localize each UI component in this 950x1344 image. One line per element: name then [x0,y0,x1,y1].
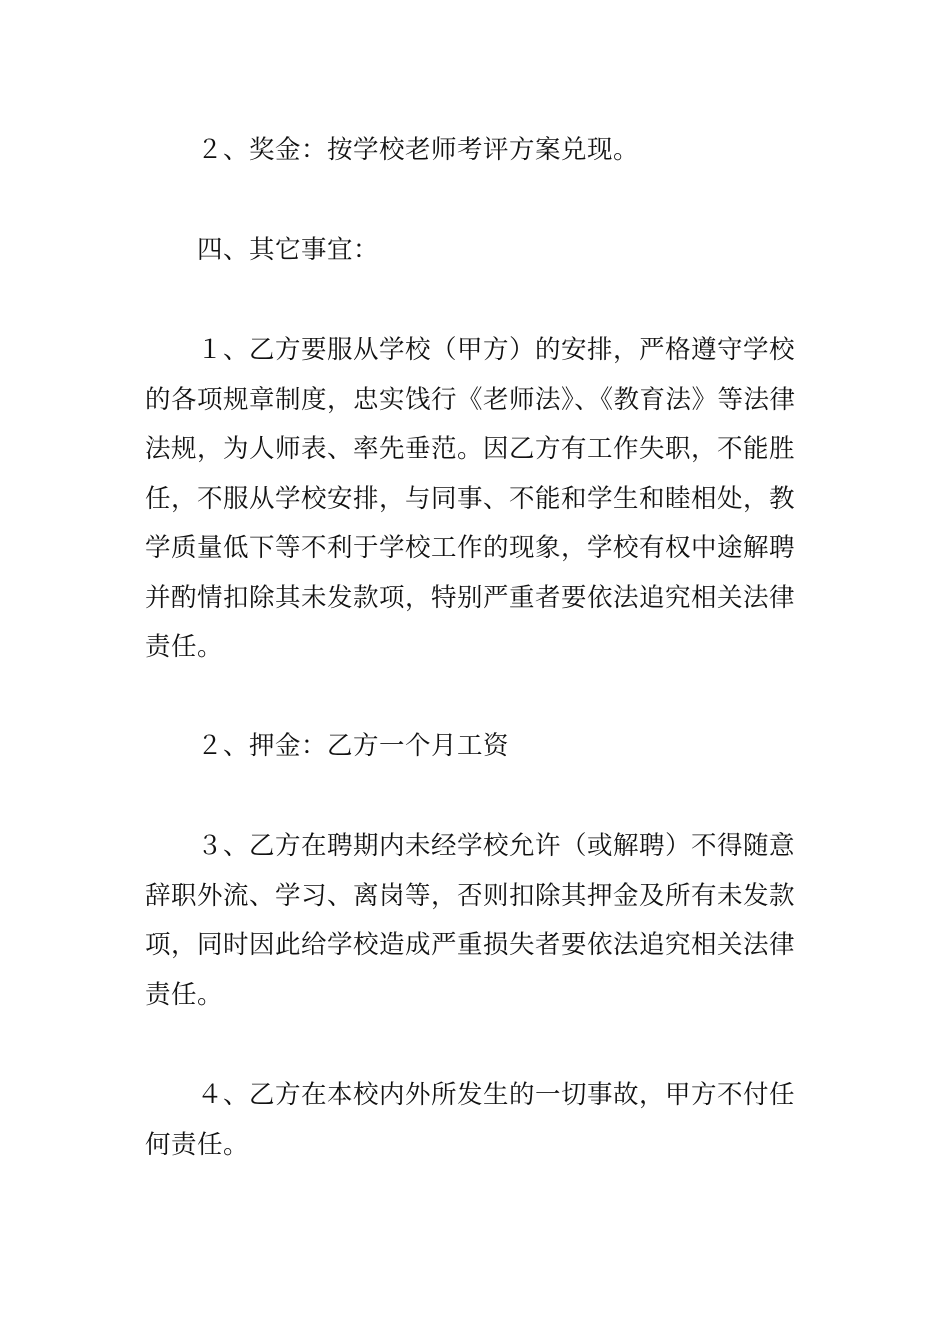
paragraph-obey-rules: １、乙方要服从学校（甲方）的安排，严格遵守学校的各项规章制度，忠实饯行《老师法》、《教育法》等法律法规，为人师表、率先垂范。因乙方有工作失职，不能胜任，不服从学校安排，与同事、不能和学生和睦相处，教学质量低下等不利于学校工作的现象，学校有权中途解聘并酌情扣除其未发款项，特别严重者要依法追究相关法律责任。 [145,335,796,662]
paragraph-accident-liability: ４、乙方在本校内外所发生的一切事故，甲方不付任何责任。 [145,1080,796,1160]
section-heading-other-matters: 四、其它事宜： [197,235,380,265]
paragraph-bonus: ２、奖金：按学校老师考评方案兑现。 [197,135,640,165]
paragraph-resignation: ３、乙方在聘期内未经学校允许（或解聘）不得随意辞职外流、学习、离岗等，否则扣除其押金及所有未发款项，同时因此给学校造成严重损失者要依法追究相关法律责任。 [145,831,796,1010]
paragraph-deposit: ２、押金：乙方一个月工资 [197,731,510,761]
